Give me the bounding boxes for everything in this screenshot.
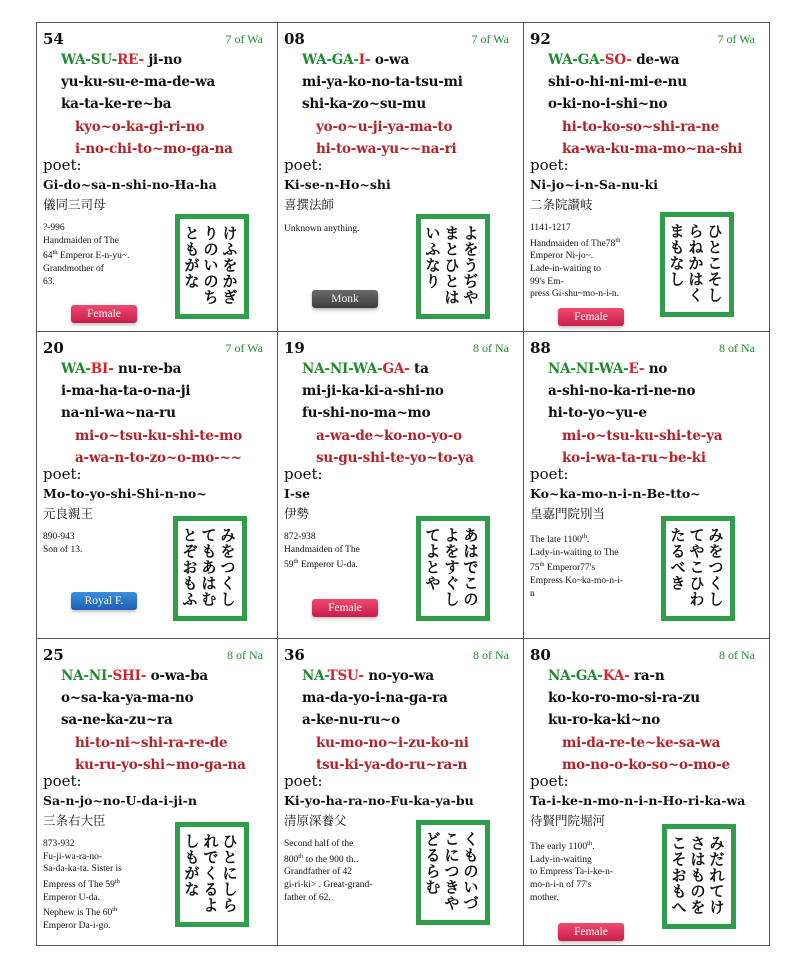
- poem-line-3: sa-ne-ka-zu~ra: [61, 712, 173, 728]
- poem-keyword: [302, 668, 364, 684]
- bio-line: Emperor Da-i-go.: [43, 920, 111, 931]
- poet-biography: [284, 838, 402, 904]
- bio-line: ?-996: [43, 223, 65, 233]
- poem-card: [278, 639, 524, 945]
- poem-line-1: [302, 668, 434, 684]
- lower-verse-text: ひとにしられでくるよしもがな: [182, 833, 238, 913]
- lower-verse-box: [416, 820, 490, 925]
- poem-line-1: [61, 361, 181, 377]
- poet-label: poet:: [284, 465, 323, 483]
- poet-name-kanji: 伊勢: [284, 506, 310, 521]
- poet-label: poet:: [284, 772, 323, 790]
- poet-name: Ki-se-n-Ho~shi: [284, 177, 391, 192]
- bio-line: Empress of The 59th: [43, 877, 120, 890]
- bio-line: Nephew is The 60th: [43, 906, 118, 919]
- card-number: 54: [43, 30, 64, 48]
- group-tag: 8 of Na: [473, 341, 509, 355]
- card-number: 19: [284, 339, 305, 357]
- poem-line-2: mi-ji-ka-ki-a-shi-no: [302, 383, 444, 399]
- poem-keyword: [61, 52, 144, 68]
- poet-label: poet:: [284, 156, 323, 174]
- poet-name: Gi-do~sa-n-shi-no-Ha-ha: [43, 177, 217, 192]
- poet-biography: [530, 222, 648, 301]
- bio-line: Emperor U-da.: [43, 892, 100, 903]
- poem-card: [524, 332, 769, 639]
- poet-name: Ta-i-ke-n-mo-n-i-n-Ho-ri-ka-wa: [530, 793, 746, 808]
- group-tag: 7 of Wa: [225, 32, 263, 46]
- poem-keyword: [548, 361, 644, 377]
- poem-keyword: [61, 361, 114, 377]
- poem-line-5: ka-wa-ku-ma-mo~na-shi: [562, 141, 743, 157]
- bio-line: Handmaiden of The: [284, 544, 360, 555]
- poet-name: Ni-jo~i-n-Sa-nu-ki: [530, 177, 658, 192]
- bio-line: 1141-1217: [530, 223, 571, 233]
- bio-line: Son of 13.: [43, 544, 83, 555]
- group-tag: 7 of Wa: [225, 341, 263, 355]
- poem-line-4: hi-to-ni~shi-ra-re-de: [75, 735, 228, 751]
- poet-label: poet:: [43, 156, 82, 174]
- poem-line-1: [61, 668, 208, 684]
- category-badge: Female: [558, 308, 624, 326]
- poem-line-3: ka-ta-ke-re~ba: [61, 96, 172, 112]
- card-number: 88: [530, 339, 551, 357]
- poem-line-5: mo-no-o-ko-so~o-mo-e: [562, 757, 730, 773]
- poem-keyword: [548, 52, 632, 68]
- poem-line-2: i-ma-ha-ta-o-na-ji: [61, 383, 191, 399]
- poem-line-3: fu-shi-no-ma~mo: [302, 405, 431, 421]
- poem-card: [37, 332, 278, 639]
- poet-label: poet:: [43, 772, 82, 790]
- poet-name-kanji: 儀同三司母: [43, 197, 106, 212]
- poem-keyword: [548, 668, 630, 684]
- poem-line-2: ma-da-yo-i-na-ga-ra: [302, 690, 448, 706]
- poem-line-1: [302, 361, 429, 377]
- poem-line-2: yu-ku-su-e-ma-de-wa: [61, 74, 216, 90]
- lower-verse-text: くものいづこにつきやどるらむ: [423, 831, 479, 911]
- poem-card: [37, 23, 278, 332]
- poet-name: Sa-n-jo~no-U-da-i-ji-n: [43, 793, 197, 808]
- bio-line: 64th Emperor E-n-yu~.: [43, 249, 130, 262]
- card-sheet: [36, 22, 770, 946]
- poem-line-1-rest: no-yo-wa: [363, 668, 434, 684]
- keyword-lead: WA-SU-: [61, 52, 118, 68]
- bio-line: Grandfather of 42: [284, 867, 353, 878]
- bio-line: Handmaiden of The: [43, 235, 119, 246]
- poem-card: [37, 639, 278, 945]
- bio-line: mother.: [530, 892, 559, 903]
- poet-name-kanji: 待賢門院堀河: [530, 813, 606, 828]
- poem-line-4: mi-o~tsu-ku-shi-te-ya: [562, 428, 723, 444]
- bio-line: Lady-in-waiting: [530, 854, 592, 865]
- poet-biography: [43, 222, 161, 288]
- poem-line-3: a-ke-nu-ru~o: [302, 712, 400, 728]
- bio-line: The late 1100th.: [530, 533, 590, 546]
- lower-verse-box: [416, 214, 490, 319]
- bio-line: Empress Ko~ka-mo-n-i-: [530, 576, 623, 587]
- poem-card: [524, 639, 769, 945]
- bio-line: Lady-in-waiting to The: [530, 547, 619, 558]
- bio-line: 872-938: [284, 532, 316, 542]
- poem-line-4: kyo~o-ka-gi-ri-no: [75, 119, 205, 135]
- poem-line-2: ko-ko-ro-mo-si-ra-zu: [548, 690, 700, 706]
- poem-line-1-rest: o-wa: [370, 52, 410, 68]
- category-badge: Monk: [312, 290, 378, 308]
- keyword-final-syllable: SHI-: [112, 668, 147, 684]
- keyword-lead: NA-NI-WA-: [302, 361, 383, 377]
- poem-line-4: mi-o~tsu-ku-shi-te-mo: [75, 428, 243, 444]
- bio-line: press Gi-shu~mo-n-i-n.: [530, 289, 620, 300]
- keyword-lead: WA-GA-: [302, 52, 359, 68]
- poet-name-kanji: 皇嘉門院別当: [530, 506, 606, 521]
- poet-name: Mo-to-yo-shi-Shi-n-no~: [43, 486, 207, 501]
- bio-line: gi-ri-ki> . Great-grand-: [284, 879, 373, 890]
- bio-line: 99's Em-: [530, 276, 564, 287]
- group-tag: 7 of Wa: [717, 32, 755, 46]
- poet-name: I-se: [284, 486, 311, 501]
- keyword-lead: WA-: [61, 361, 91, 377]
- poet-label: poet:: [43, 465, 82, 483]
- poet-biography: [530, 838, 648, 904]
- group-tag: 8 of Na: [719, 341, 755, 355]
- poet-biography: [530, 531, 648, 600]
- bio-line: Lade-in-waiting to: [530, 263, 601, 274]
- poet-name-kanji: 清原深養父: [284, 813, 347, 828]
- card-number: 25: [43, 646, 64, 664]
- bio-line: Emperor Ni-jo~.: [530, 251, 594, 262]
- poem-line-1-rest: ta: [409, 361, 429, 377]
- poem-line-1: [548, 668, 664, 684]
- lower-verse-box: [660, 212, 734, 317]
- poet-name-kanji: 三条右大臣: [43, 813, 106, 828]
- poem-card: [524, 23, 769, 332]
- card-number: 92: [530, 30, 551, 48]
- poem-line-4: ku-mo-no~i-zu-ko-ni: [316, 735, 469, 751]
- poet-biography: [43, 531, 161, 556]
- poem-line-4: yo-o~u-ji-ya-ma-to: [316, 119, 453, 135]
- poem-line-4: hi-to-ko-so~shi-ra-ne: [562, 119, 720, 135]
- poem-line-2: shi-o-hi-ni-mi-e-nu: [548, 74, 687, 90]
- lower-verse-text: あはでこのよをすぐしてよとや: [423, 527, 479, 607]
- group-tag: 8 of Na: [227, 648, 263, 662]
- poem-line-1-rest: no: [644, 361, 668, 377]
- poem-line-3: ku-ro-ka-ki~no: [548, 712, 661, 728]
- poem-line-2: o~sa-ka-ya-ma-no: [61, 690, 194, 706]
- keyword-lead: NA-NI-WA-: [548, 361, 629, 377]
- lower-verse-text: ひとこそしらねかはくまもなし: [667, 223, 723, 303]
- poem-line-1: [61, 52, 182, 68]
- poem-keyword: [61, 668, 146, 684]
- bio-line: 800th to the 900 th..: [284, 852, 359, 865]
- poet-name-kanji: 喜撰法師: [284, 197, 335, 212]
- poet-name: Ki-yo-ha-ra-no-Fu-ka-ya-bu: [284, 793, 474, 808]
- keyword-lead: WA-GA-: [548, 52, 605, 68]
- keyword-final-syllable: SO-: [604, 52, 632, 68]
- card-number: 80: [530, 646, 551, 664]
- bio-line: Unknown anything.: [284, 224, 360, 234]
- poem-line-1: [302, 52, 409, 68]
- poem-line-1-rest: o-wa-ba: [146, 668, 208, 684]
- poem-line-4: a-wa-de~ko-no-yo-o: [316, 428, 462, 444]
- poem-line-3: na-ni-wa~na-ru: [61, 405, 176, 421]
- poem-card: [278, 23, 524, 332]
- keyword-final-syllable: KA-: [602, 668, 630, 684]
- keyword-final-syllable: E-: [628, 361, 645, 377]
- keyword-final-syllable: GA-: [382, 361, 410, 377]
- poem-line-5: hi-to-wa-yu~~na-ri: [316, 141, 457, 157]
- lower-verse-box: [416, 516, 490, 621]
- category-badge: Royal F.: [71, 592, 137, 610]
- bio-line: 59th Emperor U-da.: [284, 558, 358, 571]
- bio-line: Handmaiden of The78th: [530, 236, 621, 249]
- lower-verse-box: [662, 824, 736, 929]
- lower-verse-box: [175, 822, 249, 927]
- poem-line-5: ko-i-wa-ta-ru~be-ki: [562, 450, 706, 466]
- category-badge: Female: [312, 599, 378, 617]
- poet-biography: [284, 223, 402, 236]
- poet-label: poet:: [530, 772, 569, 790]
- poet-name: Ko~ka-mo-n-i-n-Be-tto~: [530, 486, 701, 501]
- poem-line-1-rest: de-wa: [631, 52, 680, 68]
- poet-biography: [43, 838, 161, 932]
- group-tag: 8 of Na: [473, 648, 509, 662]
- poem-line-3: o-ki-no-i-shi~no: [548, 96, 668, 112]
- poet-name-kanji: 元良親王: [43, 506, 94, 521]
- poet-label: poet:: [530, 465, 569, 483]
- bio-line: Grandmother of: [43, 263, 104, 274]
- poem-keyword: [302, 52, 370, 68]
- lower-verse-box: [661, 516, 735, 621]
- poem-line-2: mi-ya-ko-no-ta-tsu-mi: [302, 74, 463, 90]
- poem-line-5: su-gu-shi-te-yo~to-ya: [316, 450, 474, 466]
- bio-line: father of 62.: [284, 892, 331, 903]
- keyword-lead: NA-: [302, 668, 328, 684]
- poem-card: [278, 332, 524, 639]
- lower-verse-text: よをうぢやまとひとはいふなり: [423, 225, 479, 305]
- card-number: 20: [43, 339, 64, 357]
- poem-line-5: a-wa-n-to-zo~o-mo-~~: [75, 450, 242, 466]
- card-number: 36: [284, 646, 305, 664]
- poet-biography: [284, 531, 402, 572]
- bio-line: Sa-da-ka-ta. Sister is: [43, 864, 122, 875]
- lower-verse-box: [175, 214, 249, 319]
- poet-label: poet:: [530, 156, 569, 174]
- lower-verse-text: みだれてけさはものをこそおもへ: [669, 835, 725, 915]
- lower-verse-text: みをつくしてやこひわたるべき: [668, 527, 724, 607]
- card-number: 08: [284, 30, 305, 48]
- lower-verse-text: みをつくしてもあはむとぞおもふ: [180, 527, 236, 607]
- poem-line-1: [548, 361, 667, 377]
- bio-line: Second half of the: [284, 839, 354, 849]
- bio-line: 873-932: [43, 839, 75, 849]
- poem-line-2: a-shi-no-ka-ri-ne-no: [548, 383, 696, 399]
- bio-line: to Empress Ta-i-ke-n-: [530, 867, 614, 878]
- poem-line-1-rest: nu-re-ba: [113, 361, 182, 377]
- keyword-lead: NA-GA-: [548, 668, 603, 684]
- keyword-final-syllable: BI-: [90, 361, 114, 377]
- poet-name-kanji: 二条院讃岐: [530, 197, 593, 212]
- group-tag: 7 of Wa: [471, 32, 509, 46]
- poem-line-1-rest: ra-n: [629, 668, 665, 684]
- group-tag: 8 of Na: [719, 648, 755, 662]
- bio-line: 63.: [43, 276, 55, 287]
- keyword-final-syllable: I-: [358, 52, 371, 68]
- poem-line-1-rest: ji-no: [143, 52, 182, 68]
- poem-line-4: mi-da-re-te~ke-sa-wa: [562, 735, 721, 751]
- keyword-final-syllable: RE-: [117, 52, 144, 68]
- bio-line: The early 1100th.: [530, 840, 595, 853]
- poem-line-5: ku-ru-yo-shi~mo-ga-na: [75, 757, 246, 773]
- lower-verse-box: [173, 516, 247, 621]
- bio-line: mo-n-i-n of 77's: [530, 879, 592, 890]
- poem-keyword: [302, 361, 410, 377]
- bio-line: 75th Emperor77's: [530, 561, 596, 574]
- bio-line: n: [530, 588, 535, 599]
- poem-line-1: [548, 52, 679, 68]
- lower-verse-text: けふをかぎりのいのちともがな: [182, 225, 238, 305]
- poem-line-3: shi-ka-zo~su-mu: [302, 96, 426, 112]
- bio-line: 890-943: [43, 532, 75, 542]
- poem-line-3: hi-to-yo~yu-e: [548, 405, 647, 421]
- poem-line-5: i-no-chi-to~mo-ga-na: [75, 141, 233, 157]
- bio-line: Fu-ji-wa-ra-no-: [43, 851, 103, 862]
- category-badge: Female: [71, 305, 137, 323]
- keyword-lead: NA-NI-: [61, 668, 113, 684]
- category-badge: Female: [558, 923, 624, 941]
- poem-line-5: tsu-ki-ya-do-ru~ra-n: [316, 757, 468, 773]
- keyword-final-syllable: TSU-: [327, 668, 364, 684]
